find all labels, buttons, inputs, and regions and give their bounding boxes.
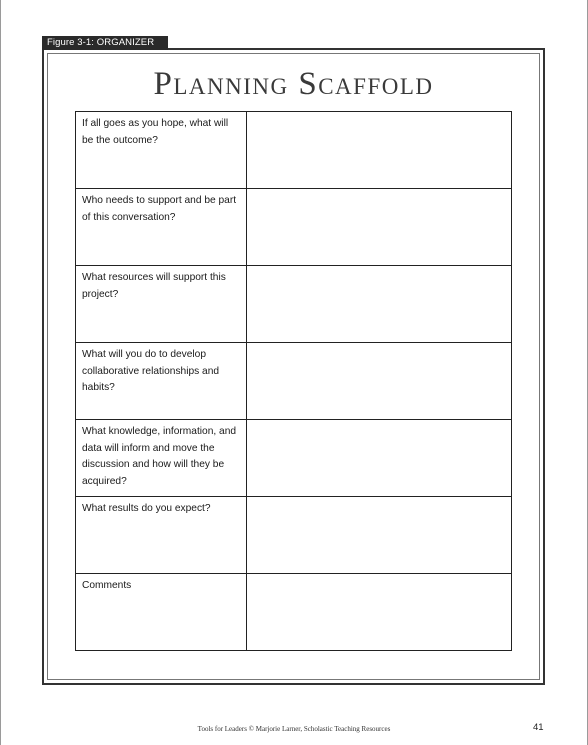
table-row <box>76 112 512 189</box>
table-row <box>76 497 512 574</box>
answer-cell[interactable] <box>247 112 512 189</box>
page-number: 41 <box>533 722 544 733</box>
question-cell: What will you do to develop collaborative relationships and habits? <box>76 343 247 420</box>
table-row <box>76 266 512 343</box>
question-cell: What results do you expect? <box>76 497 247 574</box>
table-row <box>76 189 512 266</box>
question-cell: If all goes as you hope, what will be the outcome? <box>76 112 247 189</box>
answer-cell[interactable] <box>247 497 512 574</box>
answer-cell[interactable] <box>247 574 512 651</box>
footer-credit: Tools for Leaders © Marjorie Larner, Scholastic Teaching Resources <box>197 725 391 733</box>
table-row <box>76 574 512 651</box>
question-cell: Who needs to support and be part of this conversation? <box>76 189 247 266</box>
question-cell: Comments <box>76 574 247 651</box>
answer-cell[interactable] <box>247 266 512 343</box>
answer-cell[interactable] <box>247 189 512 266</box>
table-row <box>76 420 512 497</box>
answer-cell[interactable] <box>247 420 512 497</box>
figure-label: Figure 3-1: ORGANIZER <box>42 36 168 50</box>
question-cell: What resources will support this project? <box>76 266 247 343</box>
planning-table <box>75 111 512 651</box>
question-cell: What knowledge, information, and data will inform and move the discussion and how will they be acquired? <box>76 420 247 497</box>
page-title: Planning Scaffold <box>153 66 434 102</box>
table-row <box>76 343 512 420</box>
answer-cell[interactable] <box>247 343 512 420</box>
